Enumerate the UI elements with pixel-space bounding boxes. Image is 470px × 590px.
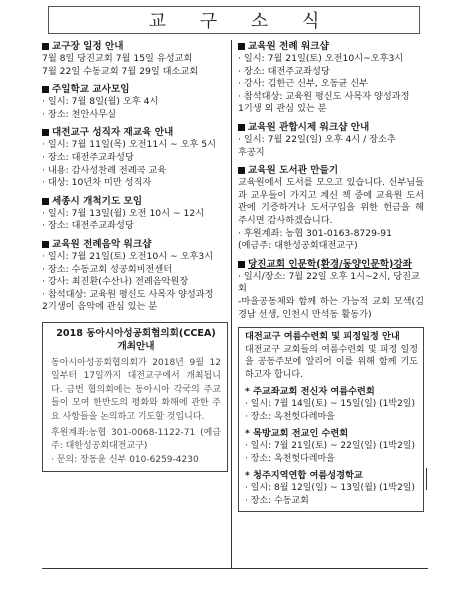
box-body: 동아시아성공회협의회가 2018년 9월 12일부터 17일까지 대전교구에서 개최됩니다. 금번 협의회에는 동아시아 각국의 주교들이 모여 한반도의 평화와 화해에 관한 주요 사항들을 논의하고 기도할 것입니다. (51, 357, 221, 422)
section-line: 7월 8일 당진교회 7월 15일 유성교회 (42, 53, 193, 64)
retreat-item-name: * 청주지역연합 여름성경학교 (245, 470, 363, 482)
square-bullet-icon (42, 198, 49, 205)
title-box (48, 6, 420, 34)
section-line: · 장소: 대전주교좌성당 (42, 220, 134, 232)
square-bullet-icon (42, 241, 49, 248)
section-heading: 교육원 전례 워크샵 (248, 41, 329, 52)
retreat-item-date: · 일시: 7월 14일(토) ~ 15일(일) (1박2일) (245, 399, 415, 410)
ccea-notice-box (42, 322, 228, 472)
section-line: · 일시: 7월 8일(월) 오후 4시 (42, 96, 159, 108)
section-bishop-schedule (42, 40, 228, 78)
section-sunday-school (42, 83, 228, 121)
section-heading: 주일학교 교사모임 (52, 84, 130, 96)
section-heading: 교구장 일정 안내 (52, 41, 124, 52)
section-sejong-prayer (42, 195, 228, 233)
section-line: · 일시: 7월 11일(목) 오전11시 ~ 오후 5시 (42, 139, 217, 151)
retreat-item-date: · 일시: 7월 21일(토) ~ 22일(일) (1박2일) (245, 441, 415, 452)
square-bullet-icon (42, 43, 49, 50)
section-heading: 대전교구 성직자 재교육 안내 (52, 127, 174, 139)
section-heading: 당진교회 인문학(환경/동양인문학)강좌 (248, 258, 412, 270)
section-line: · 참석대상: 교육원 평신도 사목자 양성과정 (42, 288, 214, 300)
section-heading: 세종시 개척기도 모임 (52, 195, 143, 207)
section-workshop-notice (238, 121, 424, 159)
retreat-item-date: · 일시: 8월 12일(일) ~ 13일(월) (1박2일) (245, 483, 415, 494)
retreat-item-name: * 주교좌교회 전신자 여름수련회 (245, 386, 375, 398)
square-bullet-icon (238, 43, 245, 50)
section-line: · 일시: 7월 22일(일) 오후 4시 / 장소추 (238, 133, 396, 145)
section-heading: 교육원 관합시제 워크샵 안내 (248, 121, 370, 133)
section-liturgical-music (42, 238, 228, 314)
section-line: · 장소: 수동교회 성공회비전센터 (42, 263, 173, 275)
section-line: · 일시: 7월 21일(토) 오전10시 ~ 오후3시 (42, 250, 214, 262)
margin-mark (426, 468, 427, 490)
section-liturgy-workshop (238, 40, 424, 116)
section-line: 7월 22일 수동교회 7월 29일 대소교회 (42, 65, 199, 77)
section-line: · 대상: 10년차 미만 성직자 (42, 177, 152, 189)
right-column (238, 40, 424, 512)
section-line: 후공지 (238, 146, 265, 158)
left-column (42, 40, 228, 472)
square-bullet-icon (42, 86, 49, 93)
section-line: · 참석대상: 교육원 평신도 사목자 양성과정 (238, 90, 410, 102)
retreat-item-name: * 목방교회 전교인 수련회 (245, 428, 349, 440)
section-line: · 후원계좌: 농협 301-0163-8729-91 (238, 227, 392, 239)
donation-account: 후원계좌:농협 301-0068-1122-71 (예금주: 대한성공회대전교구) (51, 427, 221, 452)
section-line: 2기생이 음악에 관심 있는 분 (42, 301, 158, 313)
section-line: · 강사: 김한근 신부, 오동균 신부 (238, 78, 369, 90)
box-subtitle: 개최안내 (117, 340, 155, 352)
section-line: · 장소: 대전주교좌성당 (238, 65, 330, 77)
section-heading: 교육원 도서관 만들기 (248, 165, 339, 177)
retreat-item-place: · 장소: 수동교회 (245, 495, 309, 506)
section-line: · 일시/장소: 7월 22일 오후 1시~2시, 당진교회 (238, 270, 420, 295)
section-clergy-education (42, 126, 228, 189)
page-title: 교 구 소 식 (148, 11, 334, 32)
bottom-rule (42, 568, 428, 569)
retreat-item-place: · 장소: 옥천헛다레마을 (245, 411, 335, 422)
square-bullet-icon (238, 124, 245, 131)
box-body: 대전교구 교회들의 여름수련회 및 피정 일정을 공동주보에 알리어 이를 위해 함께 기도하고자 합니다. (245, 344, 418, 380)
box-title: 대전교구 여름수련회 및 피정일정 안내 (245, 331, 400, 343)
section-line: (예금주: 대한성공회대전교구) (238, 240, 358, 252)
square-bullet-icon (42, 129, 49, 136)
section-line: · 장소: 천안사무실 (42, 108, 116, 120)
section-library (238, 164, 424, 253)
section-line: 1기생 외 관심 있는 분 (238, 103, 327, 115)
column-divider (231, 40, 232, 568)
square-bullet-icon (238, 167, 245, 174)
retreat-schedule-box (238, 327, 424, 512)
section-line: · 내용: 감사성찬례 전례곡 교육 (42, 164, 167, 176)
contact-line: · 문의: 장동윤 신부 010-6259-4230 (51, 454, 199, 465)
box-title: 2018 동아시아성공회협의회(CCEA) (56, 327, 216, 339)
section-humanities-lecture (238, 258, 424, 321)
section-line: · 일시: 7월 13일(월) 오전 10시 ~ 12시 (42, 207, 205, 219)
retreat-item-place: · 장소: 옥천헛다레마을 (245, 453, 335, 464)
section-heading: 교육원 전례음악 워크샵 (52, 238, 152, 250)
section-line: · 강사: 최진환(수산나) 전례음악원장 (42, 276, 189, 288)
section-paragraph: 교육원에서 도서를 모으고 있습니다. 신부님들과 교우들이 가지고 계신 책 중에 교육원 도서관에 기증하거나 도서구입을 위한 헌금을 해 주시면 감사하겠습니다. (238, 177, 424, 226)
section-line: · 장소: 대전주교좌성당 (42, 151, 134, 163)
section-paragraph: -마을공동체와 함께 하는 가능적 교회 모색(김경남 선생, 인천시 만석동 활동가) (238, 295, 424, 320)
square-bullet-icon (238, 261, 245, 268)
section-line: · 일시: 7월 21일(토) 오전10시~오후3시 (238, 53, 404, 64)
